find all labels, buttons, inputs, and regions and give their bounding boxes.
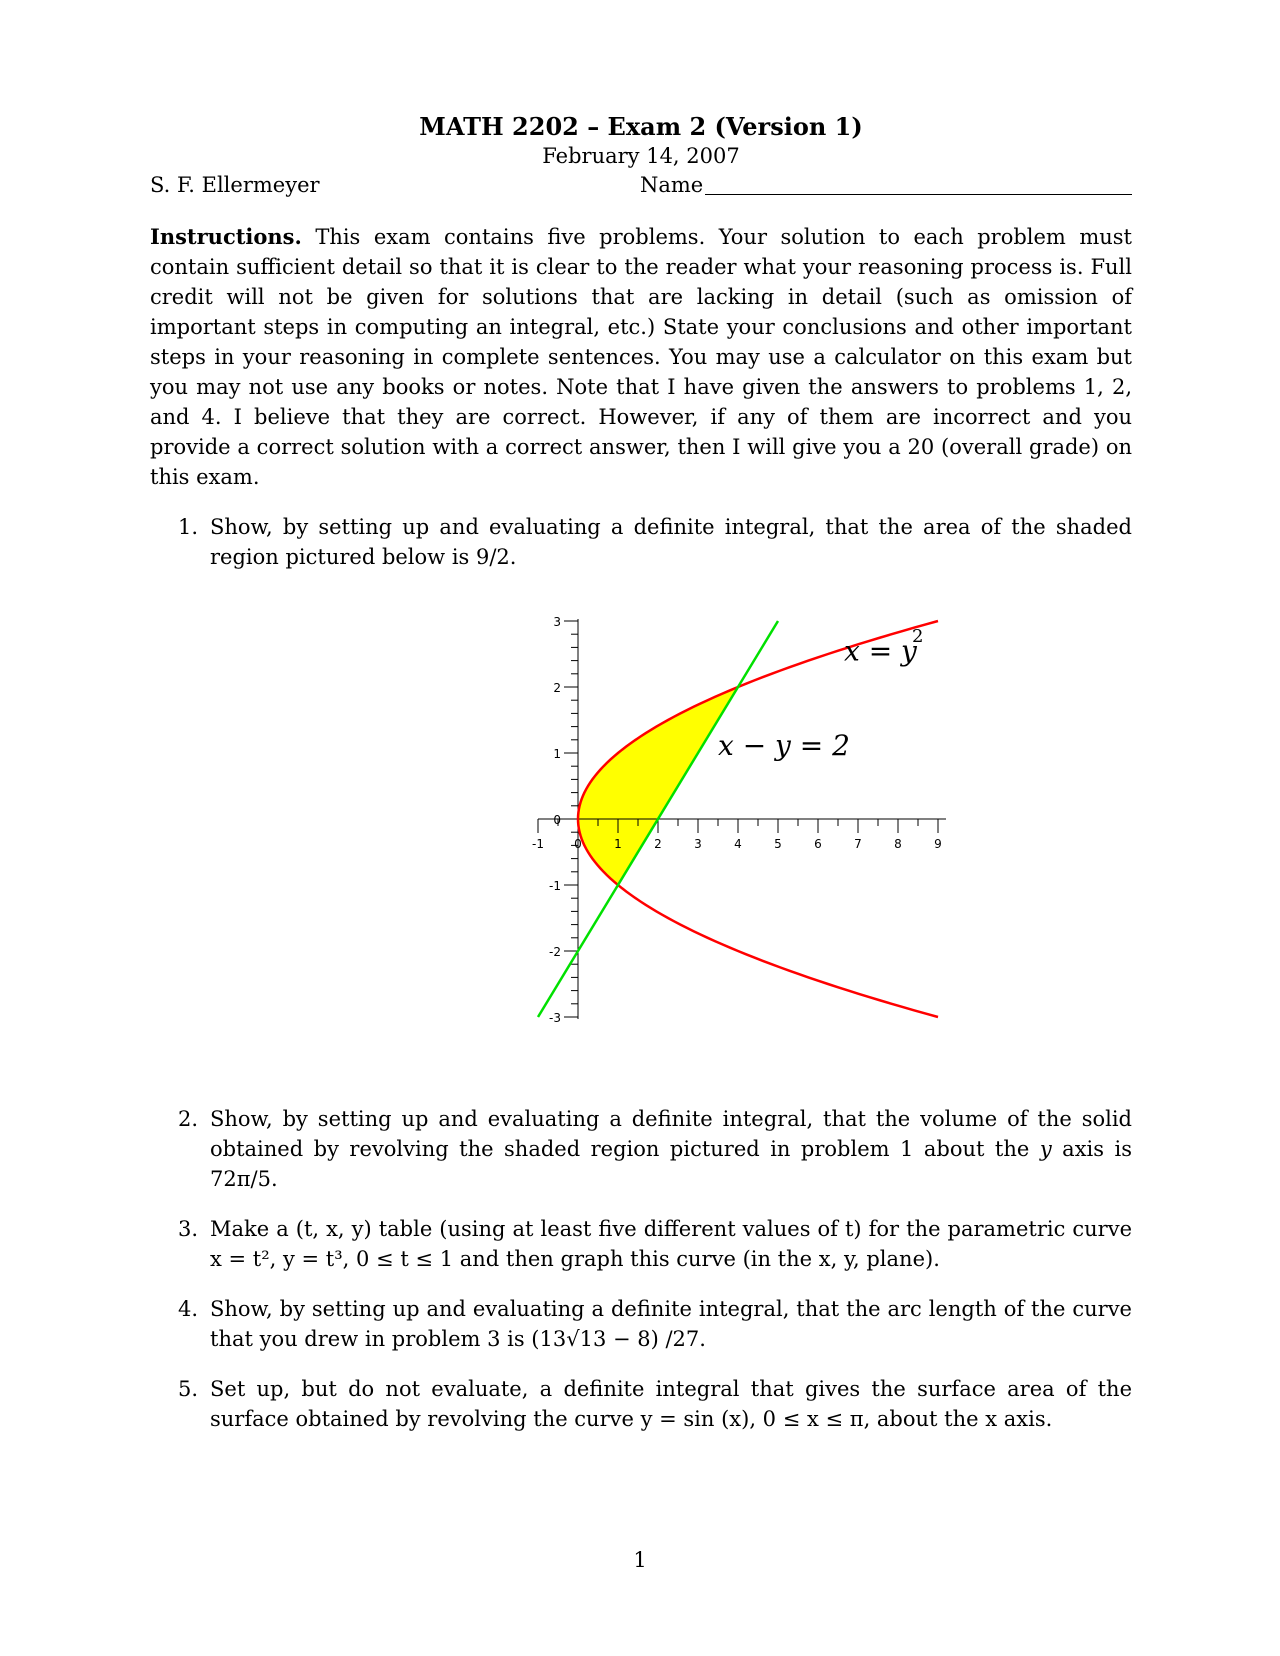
problem-5 — [150, 1374, 1132, 1434]
shaded-region — [578, 687, 738, 885]
region-plot — [500, 584, 942, 1084]
y-tick-label: 2 — [553, 681, 561, 695]
name-label: Name — [640, 173, 704, 197]
name-field[interactable] — [705, 170, 1132, 195]
x-tick-label: 4 — [734, 837, 742, 851]
problem-list — [150, 512, 1132, 1434]
problem-3 — [150, 1214, 1132, 1274]
x-tick-label: -1 — [532, 837, 544, 851]
problem-number: 3. — [178, 1217, 199, 1241]
problem-text: Show, by setting up and evaluating a definite integral, that the area of the shaded region pictured below is 9/2. — [210, 515, 1132, 569]
problem-text: Make a (t, x, y) table (using at least five different values of t) for the parametric curve x = t², y = t³, 0 ≤ t ≤ 1 and then graph this curve (in the x, y, plane). — [210, 1217, 1132, 1271]
line-label: x − y = 2 — [718, 728, 850, 762]
page-number: 1 — [633, 1548, 647, 1572]
x-tick-label: 2 — [654, 837, 662, 851]
x-tick-label: 6 — [814, 837, 822, 851]
y-tick-label: 1 — [553, 747, 561, 761]
problem-2 — [150, 1104, 1132, 1194]
problem-text: Set up, but do not evaluate, a definite integral that gives the surface area of the surface obtained by revolving the curve y = sin (x), 0 ≤ x ≤ π, about the x axis. — [210, 1377, 1132, 1431]
x-tick-label: 7 — [854, 837, 862, 851]
author-line — [150, 170, 1132, 200]
problem-text: Show, by setting up and evaluating a definite integral, that the arc length of the curve that you drew in problem 3 is (13√13 − 8) /27. — [210, 1297, 1132, 1351]
parabola-label-exponent: 2 — [912, 626, 924, 648]
problem-number: 4. — [178, 1297, 199, 1321]
exam-page — [150, 112, 1132, 1454]
exam-date: February 14, 2007 — [542, 144, 740, 168]
problem-1 — [150, 512, 1132, 1084]
y-tick-label: -3 — [549, 1011, 561, 1025]
y-tick-label: 0 — [553, 813, 561, 827]
y-tick-label: -2 — [549, 945, 561, 959]
name-block — [640, 170, 1132, 200]
x-tick-label: 1 — [614, 837, 622, 851]
exam-title: MATH 2202 – Exam 2 (Version 1) — [419, 112, 863, 141]
problem-number: 2. — [178, 1107, 199, 1131]
problem-number: 5. — [178, 1377, 199, 1401]
x-tick-label: 9 — [934, 837, 942, 851]
y-tick-label: 3 — [553, 615, 561, 629]
instructions-text: This exam contains five problems. Your solution to each problem must contain sufficient detail so that it is clear to the reader what your reasoning process is. Full credit will not be given for solutions that are lacking in detail (such as omission of important steps in computing an integral, etc.) State your conclusions and other important steps in your reasoning in complete sentences. You may use a calculator on this exam but you may not use any books or notes. Note that I have given the answers to problems 1, 2, and 4. I believe that they are correct. However, if any of them are incorrect and you provide a correct solution with a correct answer, then I will give you a 20 (overall grade) on this exam. — [150, 225, 1132, 489]
problem-number: 1. — [178, 515, 199, 539]
region-figure — [210, 584, 1192, 1084]
y-tick-label: -1 — [549, 879, 561, 893]
problem-text-a: Show, by setting up and evaluating a definite integral, that the volume of the solid obtained by revolving the shaded region pictured in problem 1 about the — [210, 1107, 1132, 1161]
problem-var: y — [1039, 1137, 1052, 1161]
author: S. F. Ellermeyer — [150, 173, 320, 197]
x-tick-label: 8 — [894, 837, 902, 851]
problem-4 — [150, 1294, 1132, 1354]
instructions — [150, 222, 1132, 492]
x-tick-label: 5 — [774, 837, 782, 851]
parabola-label: x = y — [844, 634, 917, 668]
x-tick-label: 3 — [694, 837, 702, 851]
problem-text-b: axis is 72π/5. — [210, 1137, 1133, 1191]
x-tick-label: 0 — [574, 837, 582, 851]
instructions-label: Instructions. — [150, 224, 302, 249]
